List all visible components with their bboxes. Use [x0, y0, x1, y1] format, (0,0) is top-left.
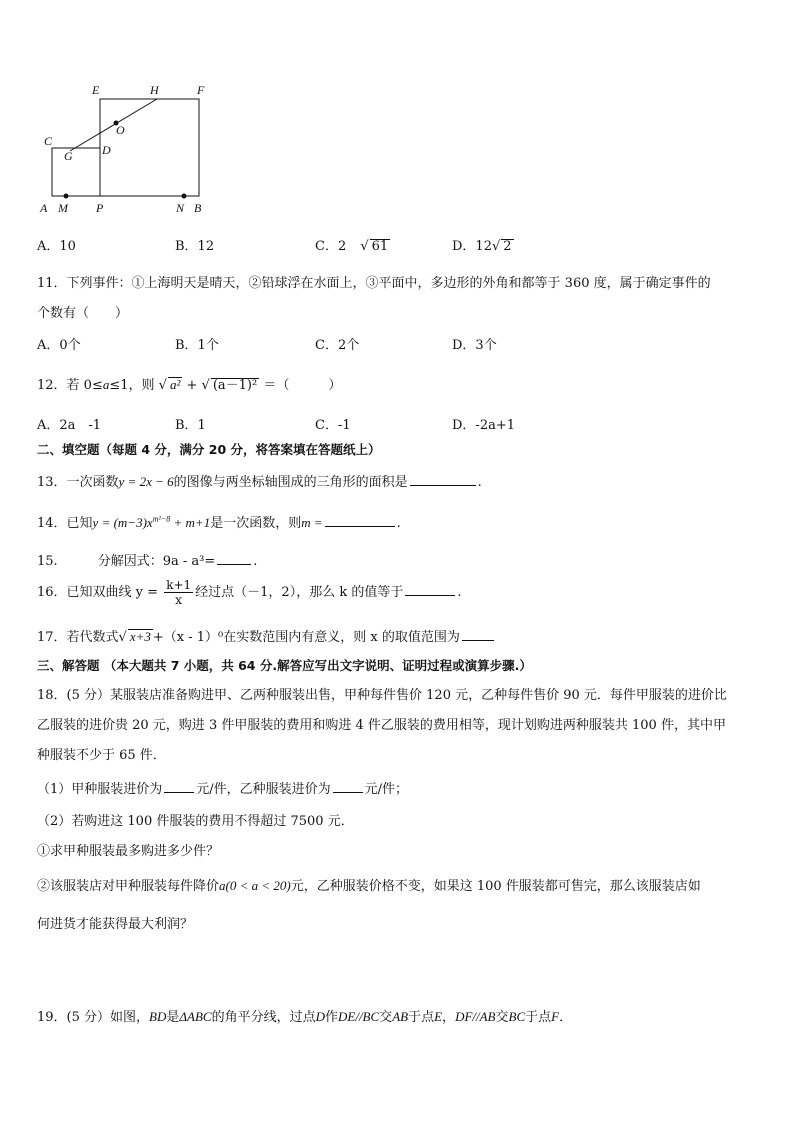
- section-2-heading: 二、填空题（每题 4 分，满分 20 分，将答案填在答题纸上）: [37, 442, 381, 457]
- q10-option-d-prefix: D．12: [452, 239, 492, 254]
- q18-blank-2[interactable]: [333, 779, 363, 793]
- q16-fraction: $\frac{k+1}{x}$: [166, 578, 192, 607]
- q16-question: 16．已知双曲线 y = $\frac{k+1}{x}$ 经过点（－1，2），那么 k 的值等于 .: [37, 578, 462, 607]
- q11-option-a: A．0个: [37, 338, 81, 353]
- section-3-heading: 三、解答题 （本大题共 7 小题，共 64 分.解答应写出文字说明、证明过程或演算步骤.）: [37, 658, 532, 673]
- q19-question: 19．(5 分）如图，BD是ΔABC的角平分线，过点D作DE//BC交AB于点E，DF//AB交BC于点F．: [37, 1009, 573, 1025]
- label-c: C: [44, 134, 53, 148]
- q11-option-b: B．1个: [175, 338, 219, 353]
- q18-line1: 18．(5 分）某服装店准备购进甲、乙两种服装出售，甲种每件售价 120 元，乙种每件售价 90 元．每件甲服装的进价比: [37, 688, 727, 703]
- label-e: E: [92, 83, 100, 97]
- q17-rad: x+3: [129, 629, 151, 644]
- q18-part4: ②该服装店对甲种服装每件降价a(0 < a < 20)元，乙种服装价格不变，如果这 100 件服装都可售完，那么该服装店如: [37, 878, 701, 894]
- label-a: A: [40, 201, 48, 215]
- label-o: O: [116, 123, 125, 137]
- q12-question: 12．若 0≤a≤1，则 √ a² + √ (a－1)² ＝（ ）: [37, 377, 342, 393]
- q10-option-c-rad: 61: [371, 239, 389, 254]
- label-m: M: [58, 201, 68, 215]
- q10-option-c: C．2 √ 61: [315, 239, 389, 254]
- q13-answer-blank[interactable]: [410, 472, 476, 486]
- q16-answer-blank[interactable]: [405, 582, 455, 596]
- q12-rad2: (a－1)²: [212, 378, 258, 393]
- label-g: G: [64, 149, 73, 163]
- q18-blank-1[interactable]: [164, 779, 194, 793]
- q18-line3: 种服装不少于 65 件．: [37, 748, 166, 763]
- label-h: H: [150, 83, 159, 97]
- q15-question: 15. 分解因式：9a - a³= .: [37, 550, 257, 569]
- q17-question: 17．若代数式√ x+3 +（x - 1）⁰在实数范围内有意义，则 x 的取值范围为: [37, 626, 496, 645]
- rect-epbf: [100, 99, 199, 196]
- q14-question: 14．已知$y = (m-3)x^{m^2-8} + m+1$是一次函数，则m = .: [37, 514, 401, 531]
- q18-part3: ①求甲种服装最多购进多少件？: [37, 844, 220, 859]
- q14-answer-blank[interactable]: [325, 513, 395, 527]
- q11-line2: 个数有（ ）: [37, 306, 129, 321]
- label-b: B: [194, 201, 202, 215]
- q11-option-d: D．3个: [452, 338, 497, 353]
- label-f: F: [197, 83, 205, 97]
- q18-part2: （2）若购进这 100 件服装的费用不得超过 7500 元．: [37, 814, 354, 829]
- q13-question: 13．一次函数y = 2x − 6的图像与两坐标轴围成的三角形的面积是 .: [37, 474, 482, 490]
- q12-option-d: D．-2a+1: [452, 418, 516, 433]
- q10-option-d-rad: 2: [503, 239, 512, 254]
- q12-option-b: B．1: [175, 418, 206, 433]
- geometry-figure: [30, 78, 220, 218]
- q12-rad1: a²: [169, 377, 181, 392]
- q10-option-c-prefix: C．2: [315, 239, 347, 254]
- q18-part5: 何进货才能获得最大利润？: [37, 917, 194, 932]
- q17-answer-blank[interactable]: [462, 627, 494, 641]
- segment-gh: [70, 99, 157, 151]
- q12-option-a: A．2a -1: [37, 418, 102, 433]
- label-p: P: [96, 201, 104, 215]
- q10-option-d: D．12√ 2: [452, 239, 512, 254]
- label-d: D: [102, 143, 111, 157]
- square-acdp: [52, 148, 100, 196]
- q10-option-b: B．12: [175, 239, 215, 254]
- label-n: N: [176, 201, 185, 215]
- q10-option-a: A．10: [37, 239, 76, 254]
- q18-line2: 乙服装的进价贵 20 元，购进 3 件甲服装的费用和购进 4 件乙服装的费用相等，现计划购进两种服装共 100 件，其中甲: [37, 718, 726, 733]
- q12-option-c: C．-1: [315, 418, 351, 433]
- q11-option-c: C．2个: [315, 338, 360, 353]
- q15-answer-blank[interactable]: [217, 551, 251, 565]
- point-n: [182, 194, 187, 199]
- point-m: [64, 194, 69, 199]
- q18-part1: （1）甲种服装进价为 元/件，乙种服装进价为 元/件；: [37, 778, 408, 797]
- q11-line1: 11．下列事件：①上海明天是晴天，②铅球浮在水面上，③平面中，多边形的外角和都等于 360 度，属于确定事件的: [37, 276, 711, 291]
